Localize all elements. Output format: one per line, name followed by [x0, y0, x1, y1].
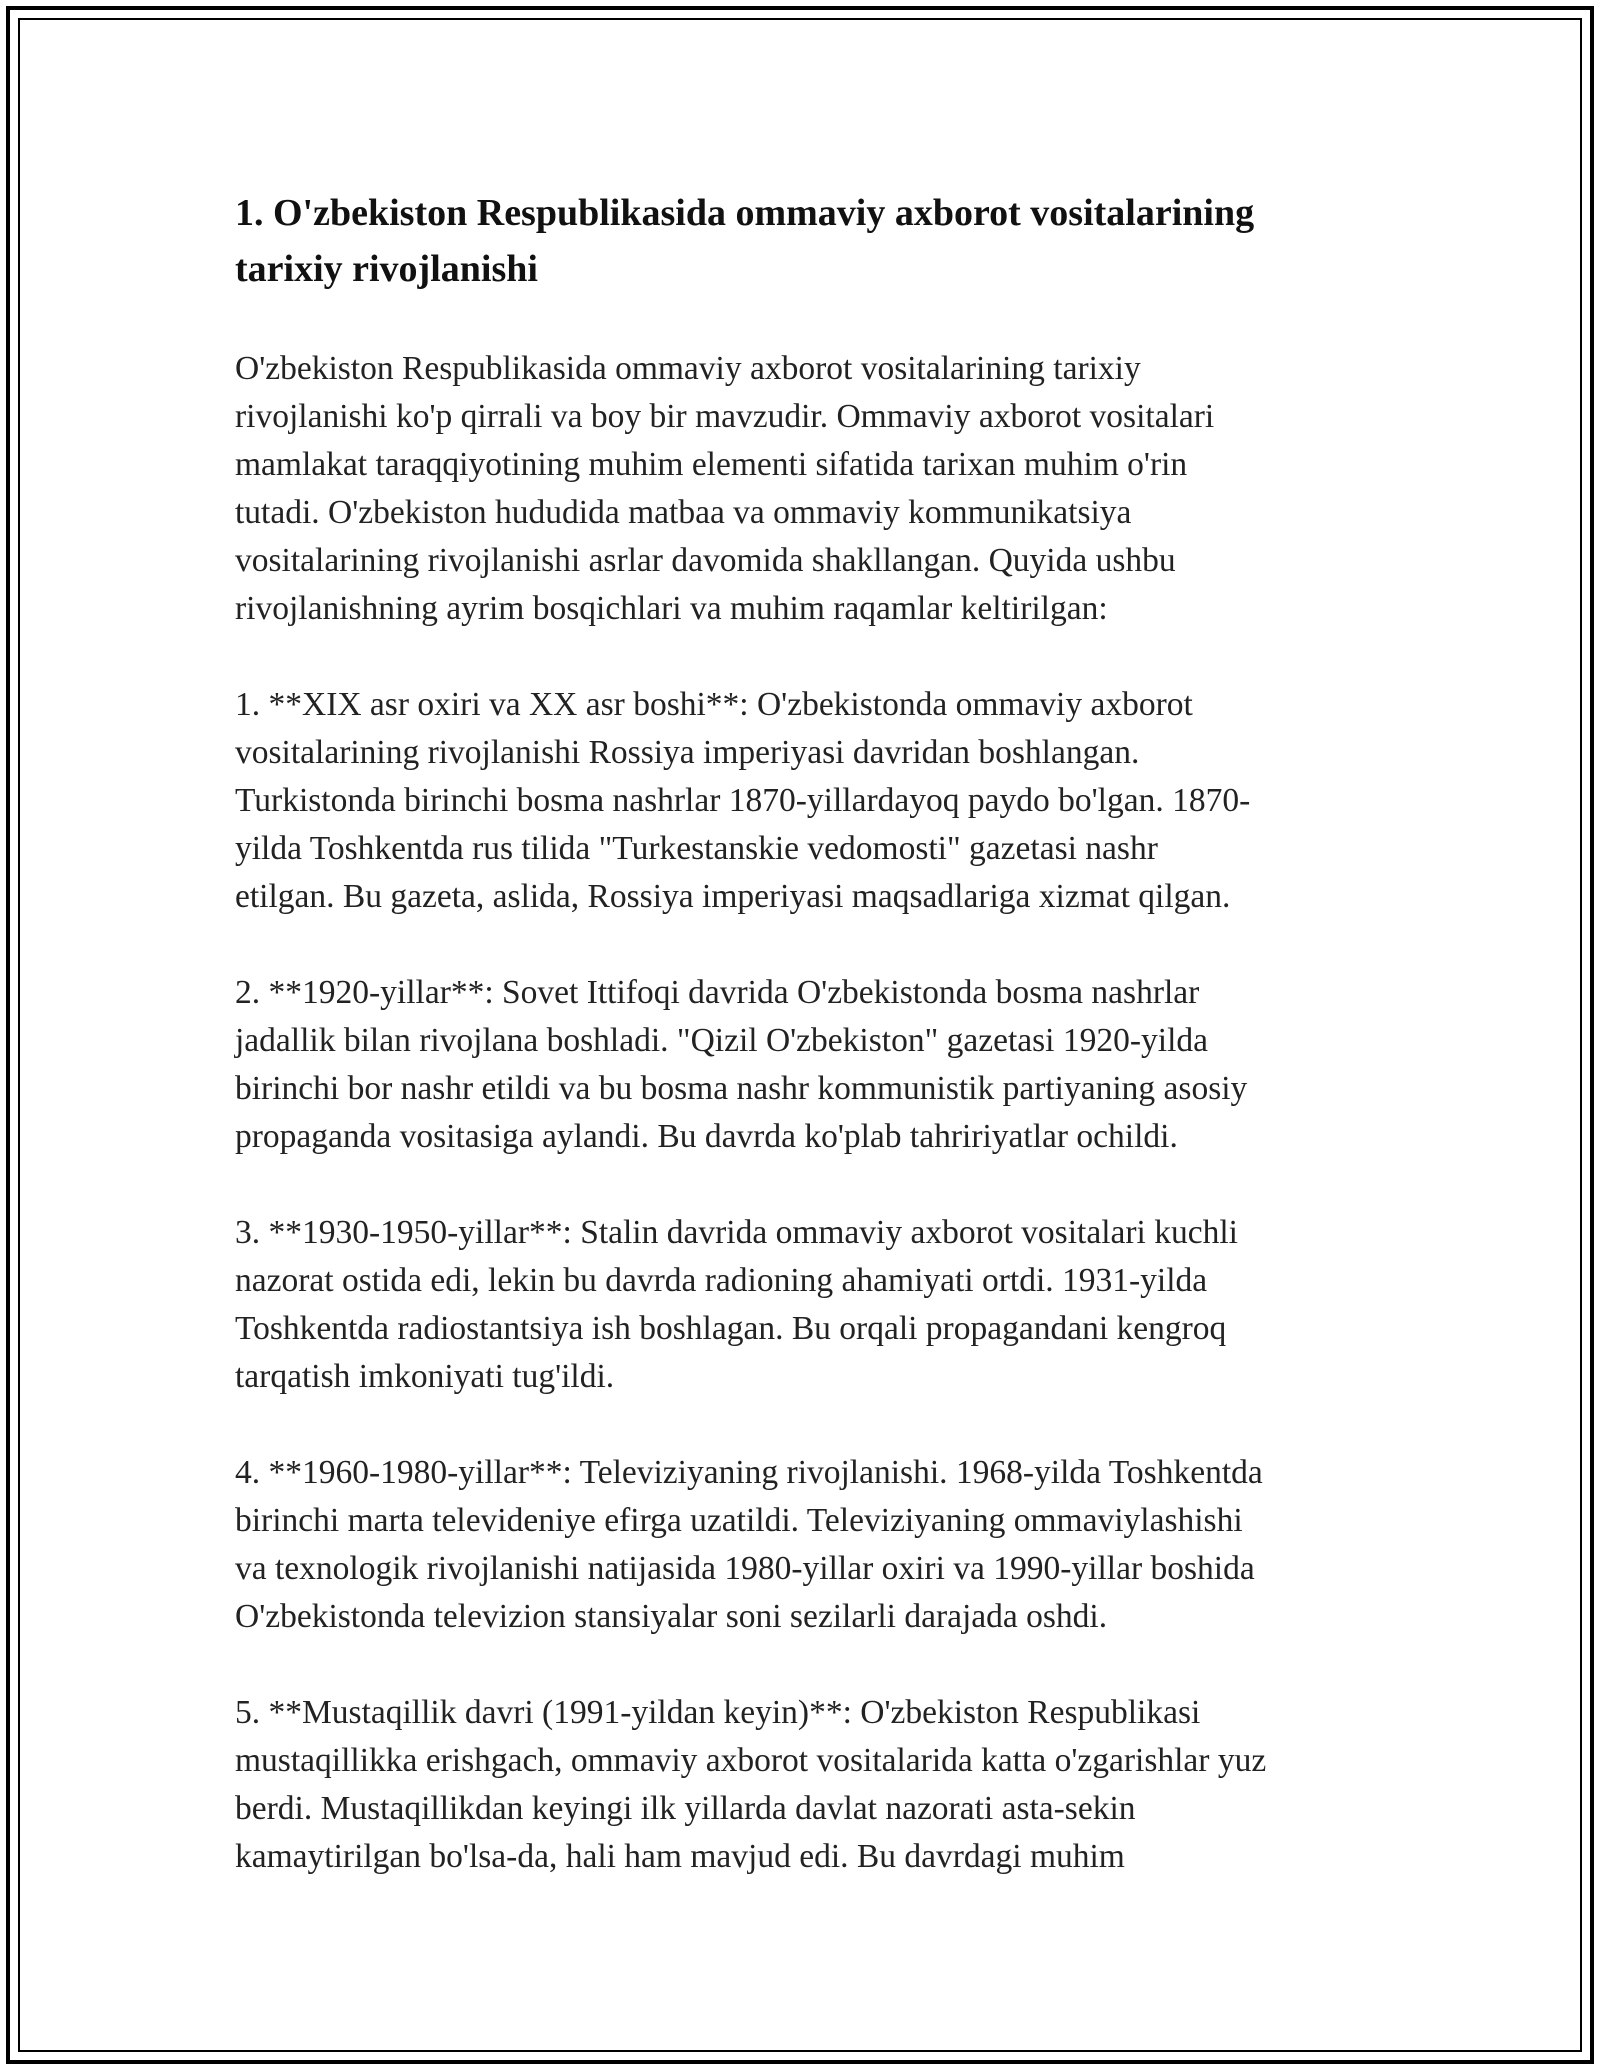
list-item-3: 3. **1930-1950-yillar**: Stalin davrida ommaviy axborot vositalari kuchli nazorat ostida edi, lekin bu davrda radioning ahamiyati ortdi. 1931-yilda Toshkentda radiostantsiya ish boshlagan. Bu orqali propagandani kengroq tarqatish imkoniyati tug'ildi. — [235, 1214, 1238, 1395]
intro-paragraph: O'zbekiston Respublikasida ommaviy axborot vositalarining tarixiy rivojlanishi ko'p qirrali va boy bir mavzudir. Ommaviy axborot vositalari mamlakat taraqqiyotining muhim elementi sifatida tarixan muhim o'rin tutadi. O'zbekiston hududida matbaa va ommaviy kommunikatsiya vositalarining rivojlanishi asrlar davomida shakllangan. Quyida ushbu rivojlanishning ayrim bosqichlari va muhim raqamlar keltirilgan: — [235, 350, 1215, 627]
list-item-5: 5. **Mustaqillik davri (1991-yildan keyin)**: O'zbekiston Respublikasi mustaqillikka erishgach, ommaviy axborot vositalarida katta o'zgarishlar yuz berdi. Mustaqillikdan keyingi ilk yillarda davlat nazorati asta-sekin kamaytirilgan bo'lsa-da, hali ham mavjud edi. Bu davrdagi muhim — [235, 1694, 1267, 1875]
list-item-1: 1. **XIX asr oxiri va XX asr boshi**: O'zbekistonda ommaviy axborot vositalarining rivojlanishi Rossiya imperiyasi davridan boshlangan. Turkistonda birinchi bosma nashrlar 1870-yillardayoq paydo bo'lgan. 1870- yilda Toshkentda rus tilida "Turkestanskie vedomosti" gazetasi nashr etilgan. Bu gazeta, aslida, Rossiya imperiyasi maqsadlariga xizmat qilgan. — [235, 686, 1251, 915]
document-title: 1. O'zbekiston Respublikasida ommaviy axborot vositalarining tarixiy rivojlanishi — [235, 192, 1255, 290]
document-body — [235, 185, 1385, 1881]
list-item-4: 4. **1960-1980-yillar**: Televiziyaning rivojlanishi. 1968-yilda Toshkentda birinchi marta televideniye efirga uzatildi. Televiziyaning ommaviylashishi va texnologik rivojlanishi natijasida 1980-yillar oxiri va 1990-yillar boshida O'zbekistonda televizion stansiyalar soni sezilarli darajada oshdi. — [235, 1454, 1263, 1635]
list-item-2: 2. **1920-yillar**: Sovet Ittifoqi davrida O'zbekistonda bosma nashrlar jadallik bilan rivojlana boshladi. "Qizil O'zbekiston" gazetasi 1920-yilda birinchi bor nashr etildi va bu bosma nashr kommunistik partiyaning asosiy propaganda vositasiga aylandi. Bu davrda ko'plab tahririyatlar ochildi. — [235, 974, 1248, 1155]
